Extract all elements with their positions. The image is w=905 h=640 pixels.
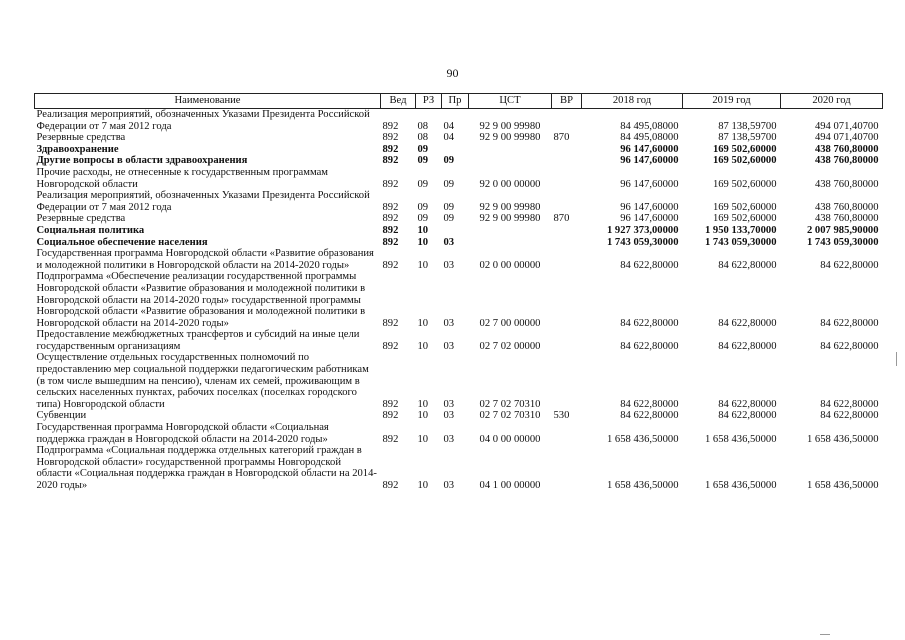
cell-ved: 892 (382, 132, 399, 144)
cell-ved: 892 (382, 317, 399, 329)
table-row (35, 213, 883, 225)
table-row (35, 132, 883, 144)
col-header-name: Наименование (35, 94, 381, 109)
cell-y2019: 87 138,59700 (718, 132, 777, 144)
cell-cst: 92 0 00 00000 (479, 178, 541, 190)
cell-rz: 10 (417, 236, 429, 248)
col-header-2019: 2019 год (683, 94, 781, 109)
cell-rz: 08 (417, 132, 429, 144)
cell-pr: 04 (443, 120, 455, 132)
cell-y2019: 169 502,60000 (712, 155, 777, 167)
cell-y2020: 438 760,80000 (814, 155, 879, 167)
cell-name: Осуществление отдельных государственных полномочий по предоставлению мер социальной поддержки педагогическим работникам (в том числе вышедшим на пенсию), членам их семей, проживающим в сельских населенных пунктах, рабочих поселках (поселках городского типа) Новгородской области (36, 352, 369, 410)
cell-cst: 92 9 00 99980 (479, 120, 541, 132)
cell-pr: 09 (443, 178, 455, 190)
cell-vr (552, 237, 582, 249)
col-header-2020: 2020 год (781, 94, 883, 109)
cell-cst: 04 1 00 00000 (479, 480, 541, 491)
cell-rz: 09 (417, 155, 429, 167)
col-header-rz: РЗ (416, 94, 442, 109)
budget-table (34, 93, 883, 492)
cell-y2018: 84 622,80000 (620, 410, 679, 422)
cell-y2019: 1 658 436,50000 (704, 480, 777, 491)
cell-vr (552, 422, 582, 445)
table-row (35, 155, 883, 167)
cell-y2019: 1 950 133,70000 (704, 224, 777, 236)
cell-rz: 09 (417, 143, 429, 155)
cell-cst: 92 9 00 99980 (479, 132, 541, 144)
cell-rz: 10 (417, 410, 429, 422)
cell-vr (552, 352, 582, 410)
cell-cst: 02 7 02 00000 (479, 340, 541, 352)
cell-y2020: 438 760,80000 (814, 201, 879, 213)
cell-ved: 892 (382, 410, 399, 422)
cell-pr: 03 (443, 433, 455, 445)
cell-vr (552, 225, 582, 237)
cell-vr: 870 (553, 213, 570, 225)
table-row (35, 225, 883, 237)
cell-pr: 09 (443, 213, 455, 225)
cell-ved: 892 (382, 120, 399, 132)
cell-pr (442, 225, 469, 237)
cell-y2018: 96 147,60000 (620, 201, 679, 213)
cell-y2019: 84 622,80000 (718, 317, 777, 329)
cell-ved: 892 (382, 236, 399, 248)
cell-y2020: 494 071,40700 (814, 132, 879, 144)
cell-y2018: 84 622,80000 (620, 259, 679, 271)
cell-name: Государственная программа Новгородской области «Развитие образования и молодежной политики в Новгородской области на 2014-2020 годы» (36, 248, 374, 271)
cell-y2018: 96 147,60000 (620, 213, 679, 225)
cell-pr: 09 (443, 155, 455, 167)
cell-y2020: 2 007 985,90000 (806, 224, 879, 236)
cell-pr: 03 (443, 398, 455, 410)
cell-y2018: 96 147,60000 (620, 143, 679, 155)
table-row (35, 237, 883, 249)
cell-name: Социальное обеспечение населения (36, 236, 208, 248)
cell-y2018: 84 495,08000 (620, 120, 679, 132)
cell-vr: 870 (553, 132, 570, 144)
cell-name: Предоставление межбюджетных трансфертов и субсидий на иные цели государственным организациям (36, 329, 360, 352)
cell-name: Реализация мероприятий, обозначенных Указами Президента Российской Федерации от 7 мая 2012 года (36, 190, 370, 213)
cell-name: Прочие расходы, не отнесенные к государственным программам Новгородской области (36, 166, 328, 190)
table-row (35, 329, 883, 352)
cell-ved: 892 (382, 213, 399, 225)
cell-ved: 892 (382, 433, 399, 445)
cell-pr: 03 (443, 340, 455, 352)
cell-y2018: 84 622,80000 (620, 398, 679, 410)
cell-pr: 03 (443, 480, 455, 491)
cell-y2020: 494 071,40700 (814, 120, 879, 132)
cell-y2018: 1 658 436,50000 (606, 480, 679, 491)
table-row (35, 248, 883, 271)
cell-y2019: 169 502,60000 (712, 178, 777, 190)
cell-vr (552, 144, 582, 156)
cell-pr (442, 144, 469, 156)
table-row (35, 167, 883, 190)
cell-cst: 02 7 02 70310 (479, 398, 541, 410)
cell-pr: 03 (443, 317, 455, 329)
cell-rz: 10 (417, 398, 429, 410)
cell-name: Подпрограмма «Социальная поддержка отдельных категорий граждан в Новгородской области» государственной программы Новгородской области «Социальная поддержка граждан в Новгородской области на 2014-2020 годы» (36, 445, 377, 491)
cell-ved: 892 (382, 480, 399, 491)
cell-y2020: 84 622,80000 (820, 410, 879, 422)
table-row (35, 144, 883, 156)
cell-y2020: 84 622,80000 (820, 259, 879, 271)
cell-rz: 10 (417, 224, 429, 236)
cell-y2018: 84 622,80000 (620, 340, 679, 352)
cell-pr: 09 (443, 201, 455, 213)
cell-y2019: 84 622,80000 (718, 340, 777, 352)
cell-vr (552, 167, 582, 190)
cell-name: Подпрограмма «Обеспечение реализации государственной программы Новгородской области «Развитие образования и молодежной политики в Новгородской области на 2014-2020 годы» государственной программы Новгородской области «Развитие образования и молодежной политики в Новгородской области на 2014-2020 годы» (36, 271, 366, 329)
cell-cst: 02 7 00 00000 (479, 317, 541, 329)
table-row (35, 190, 883, 213)
cell-ved: 892 (382, 340, 399, 352)
cell-y2019: 84 622,80000 (718, 398, 777, 410)
cell-vr (552, 329, 582, 352)
cell-vr (552, 271, 582, 329)
cell-cst: 02 0 00 00000 (479, 259, 541, 271)
cell-vr (552, 190, 582, 213)
cell-rz: 10 (417, 340, 429, 352)
cell-y2019: 1 658 436,50000 (704, 433, 777, 445)
cell-y2019: 84 622,80000 (718, 410, 777, 422)
cell-ved: 892 (382, 259, 399, 271)
cell-rz: 10 (417, 480, 429, 491)
cell-name: Социальная политика (36, 224, 145, 236)
cell-name: Субвенции (36, 410, 87, 422)
cell-y2019: 169 502,60000 (712, 201, 777, 213)
cell-cst: 04 0 00 00000 (479, 433, 541, 445)
table-row (35, 410, 883, 422)
cell-cst: 92 9 00 99980 (479, 201, 541, 213)
cell-name: Резервные средства (36, 213, 126, 225)
cell-y2018: 84 622,80000 (620, 317, 679, 329)
col-header-ved: Вед (381, 94, 416, 109)
cell-y2020: 84 622,80000 (820, 340, 879, 352)
cell-ved: 892 (382, 155, 399, 167)
cell-cst (469, 155, 552, 167)
cell-y2020: 84 622,80000 (820, 398, 879, 410)
table-row (35, 445, 883, 491)
cell-rz: 08 (417, 120, 429, 132)
cell-y2019: 169 502,60000 (712, 213, 777, 225)
cell-pr: 03 (443, 410, 455, 422)
cell-cst (469, 237, 552, 249)
cell-y2018: 84 495,08000 (620, 132, 679, 144)
cell-pr: 04 (443, 132, 455, 144)
col-header-vr: ВР (552, 94, 582, 109)
col-header-pr: Пр (442, 94, 469, 109)
cell-cst (469, 144, 552, 156)
cell-name: Здравоохранение (36, 143, 119, 155)
cell-name: Реализация мероприятий, обозначенных Указами Президента Российской Федерации от 7 мая 2012 года (36, 109, 370, 132)
table-row (35, 352, 883, 410)
cell-y2019: 87 138,59700 (718, 120, 777, 132)
cell-y2020: 438 760,80000 (814, 213, 879, 225)
cell-rz: 09 (417, 201, 429, 213)
table-row (35, 271, 883, 329)
cell-y2019: 169 502,60000 (712, 143, 777, 155)
cell-name: Государственная программа Новгородской области «Социальная поддержка граждан в Новгородской области на 2014-2020 годы» (36, 422, 329, 445)
cell-cst: 02 7 02 70310 (479, 410, 541, 422)
cell-pr: 03 (443, 259, 455, 271)
cell-y2018: 96 147,60000 (620, 155, 679, 167)
cell-vr (552, 248, 582, 271)
cell-ved: 892 (382, 201, 399, 213)
cell-pr: 03 (443, 236, 455, 248)
cell-ved: 892 (382, 143, 399, 155)
cell-vr (552, 445, 582, 491)
cell-y2019: 1 743 059,30000 (704, 236, 777, 248)
cell-rz: 10 (417, 433, 429, 445)
cell-y2018: 96 147,60000 (620, 178, 679, 190)
table-body (35, 109, 883, 492)
cell-y2020: 84 622,80000 (820, 317, 879, 329)
cell-y2018: 1 927 373,00000 (606, 224, 679, 236)
page-number: 90 (446, 66, 459, 80)
cell-vr: 530 (553, 410, 570, 422)
cell-name: Другие вопросы в области здравоохранения (36, 155, 248, 167)
col-header-cst: ЦСТ (469, 94, 552, 109)
scan-mark (896, 352, 897, 366)
cell-rz: 10 (417, 259, 429, 271)
table-row (35, 109, 883, 133)
cell-cst (469, 225, 552, 237)
cell-ved: 892 (382, 398, 399, 410)
cell-y2020: 438 760,80000 (814, 178, 879, 190)
cell-rz: 09 (417, 178, 429, 190)
cell-cst: 92 9 00 99980 (479, 213, 541, 225)
cell-y2018: 1 743 059,30000 (606, 236, 679, 248)
cell-ved: 892 (382, 178, 399, 190)
col-header-2018: 2018 год (582, 94, 683, 109)
cell-y2020: 438 760,80000 (814, 143, 879, 155)
table-row (35, 422, 883, 445)
cell-y2019: 84 622,80000 (718, 259, 777, 271)
cell-y2020: 1 658 436,50000 (806, 433, 879, 445)
cell-name: Резервные средства (36, 132, 126, 144)
cell-y2020: 1 658 436,50000 (806, 480, 879, 491)
cell-rz: 10 (417, 317, 429, 329)
cell-vr (552, 109, 582, 133)
cell-ved: 892 (382, 224, 399, 236)
cell-rz: 09 (417, 213, 429, 225)
cell-y2020: 1 743 059,30000 (806, 236, 879, 248)
cell-vr (552, 155, 582, 167)
header-row (35, 94, 883, 109)
scan-mark (820, 634, 830, 635)
cell-y2018: 1 658 436,50000 (606, 433, 679, 445)
